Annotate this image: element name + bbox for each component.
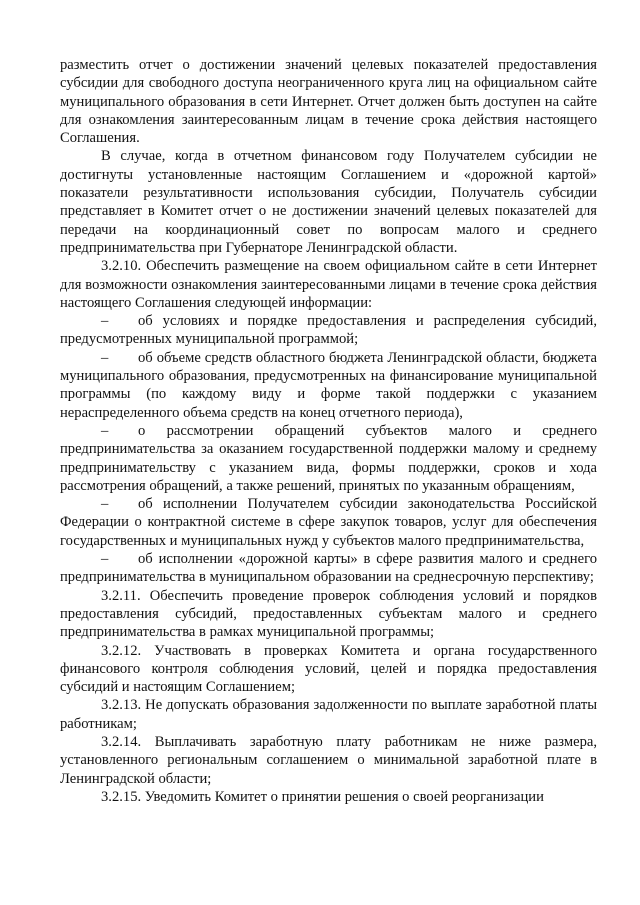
dash-bullet: – [101,349,109,366]
paragraph-text: 3.2.15. Уведомить Комитет о принятии решения о своей реорганизации [101,788,544,805]
list-item-text: об условиях и порядке предоставления и распределения субсидий, предусмотренных муниципальной программой; [60,313,597,348]
paragraph-text: разместить отчет о достижении значений целевых показателей предоставления субсидии для свободного доступа неограниченного круга лиц на официальном сайте муниципального образования в сети Интернет. Отчет должен быть доступен на сайте для ознакомления заинтересованным лицам в течение срока действия настоящего Соглашения. [60,57,597,147]
dash-bullet: – [101,313,109,330]
dash-bullet: – [101,422,109,439]
list-item-text: об исполнении Получателем субсидии законодательства Российской Федерации о контрактной системе в сфере закупок товаров, услуг для обеспечения государственных и муниципальных нужд у субъектов малого предпринимательства, [60,496,597,549]
paragraph-3-2-14 [60,733,597,788]
list-item-text: о рассмотрении обращений субъектов малого и среднего предпринимательства за оказанием государственной поддержки малому и среднему предпринимательству с указанием вида, формы поддержки, сроков и хода рассмотрения обращений, а также решений, принятых по указанным обращениям, [60,422,597,494]
dash-bullet: – [101,551,109,568]
paragraph-3-2-13 [60,696,597,733]
list-item-text: об исполнении «дорожной карты» в сфере развития малого и среднего предпринимательства в муниципальном образовании на среднесрочную перспективу; [60,551,597,586]
paragraph-3-2-11 [60,587,597,642]
paragraph-text: 3.2.11. Обеспечить проведение проверок соблюдения условий и порядков предоставления субсидий, предоставленных субъектам малого и среднего предпринимательства в рамках муниципальной программы; [60,587,597,641]
paragraph-report-publication [60,56,597,147]
document-page [60,56,597,806]
paragraph-3-2-15 [60,788,597,806]
paragraph-text: 3.2.10. Обеспечить размещение на своем официальном сайте в сети Интернет для возможности ознакомления заинтересованными лицами в течение срока действия настоящего Соглашения следующей информации: [60,258,597,311]
list-item-subsidy-conditions [60,312,597,349]
dash-bullet: – [101,496,109,513]
list-item-roadmap [60,550,597,587]
paragraph-3-2-12 [60,642,597,697]
paragraph-text: 3.2.12. Участвовать в проверках Комитета и органа государственного финансового контроля соблюдения условий, целей и порядка предоставления субсидий и настоящим Соглашением; [60,642,597,696]
list-item-budget-volume [60,349,597,422]
list-item-text: об объеме средств областного бюджета Ленинградской области, бюджета муниципального образования, предусмотренных на финансирование муниципальной программы (по каждому виду и форме такой поддержки с указанием нераспределенного объема средств на конец отчетного периода), [60,349,597,421]
paragraph-text: 3.2.13. Не допускать образования задолженности по выплате заработной платы работникам; [60,697,597,732]
paragraph-text: 3.2.14. Выплачивать заработную плату работникам не ниже размера, установленного региональным соглашением о минимальной заработной плате в Ленинградской области; [60,733,597,787]
paragraph-text: В случае, когда в отчетном финансовом году Получателем субсидии не достигнуты установленные настоящим Соглашением и «дорожной картой» показатели результативности использования субсидии, Получатель субсидии представляет в Комитет отчет о не достижении значений целевых показателей для передачи на координационный совет по вопросам малого и среднего предпринимательства при Губернаторе Ленинградской области. [60,148,597,256]
paragraph-not-achieved-report [60,147,597,257]
list-item-appeals [60,422,597,495]
list-item-procurement [60,495,597,550]
paragraph-3-2-10 [60,257,597,312]
